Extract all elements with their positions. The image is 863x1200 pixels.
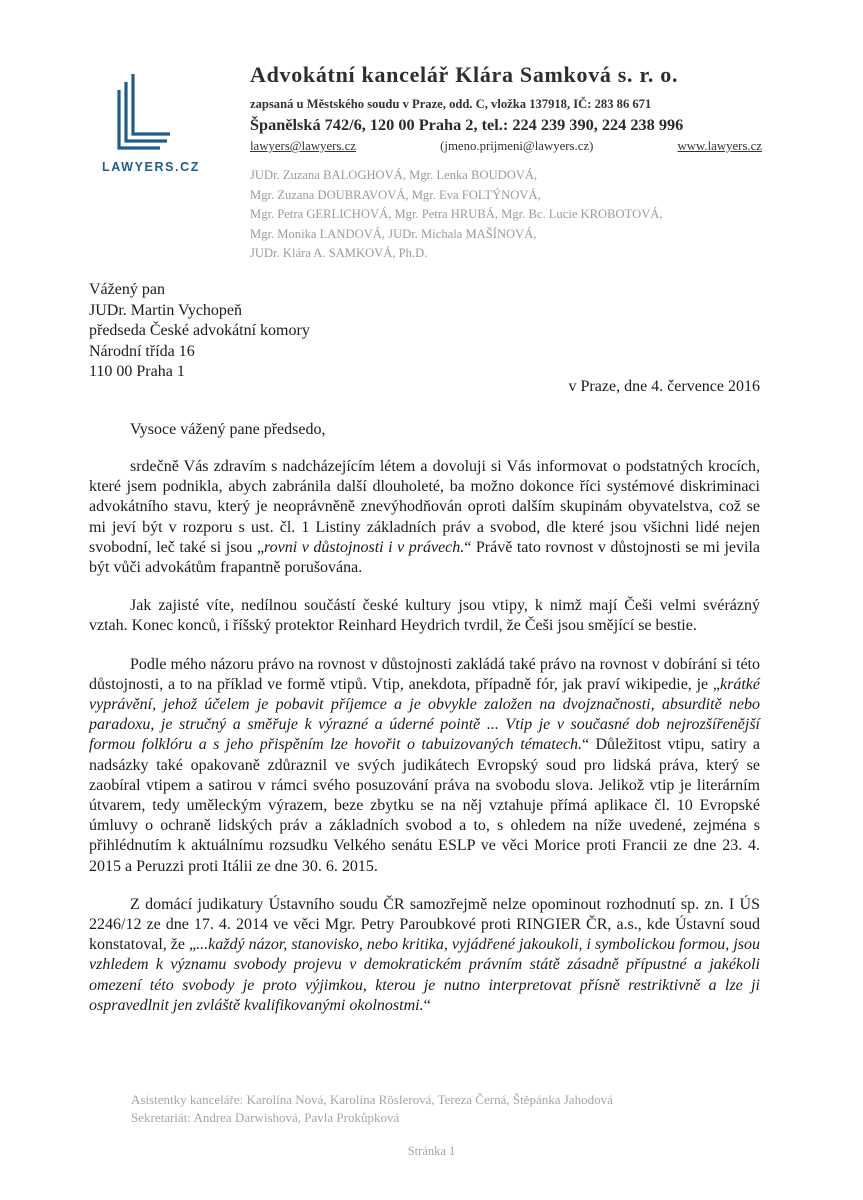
firm-contacts xyxy=(250,139,762,154)
staff-line: JUDr. Klára A. SAMKOVÁ, Ph.D. xyxy=(250,246,428,260)
paragraph-4 xyxy=(89,895,760,1016)
staff-line: Mgr. Monika LANDOVÁ, JUDr. Michala MAŠÍNOVÁ, xyxy=(250,226,537,241)
footer-secretariat: Sekretariát: Andrea Darwishová, Pavla Prokůpková xyxy=(131,1110,400,1125)
firm-name: Advokátní kancelář Klára Samková s. r. o. xyxy=(250,62,679,87)
salutation: Vysoce vážený pane předsedo, xyxy=(130,421,326,438)
quote-text: rovni v důstojnosti i v právech. xyxy=(264,538,465,556)
paragraph-text: Podle mého názoru právo na rovnost v důstojnosti zakládá také právo na rovnost v dobírání si této důstojnosti, a to na příklad ve formě vtipů. Vtip, anekdota, případně fór, jak praví wikipedie, je „ xyxy=(89,655,760,693)
letter-footer xyxy=(131,1091,613,1127)
quote-text: krátké vyprávění, jehož účelem je pobavit příjemce a je obvykle založen na dvojznačnosti, absurditě nebo paradoxu, je stručný a směřuje k výrazné a úderné pointě ... Vtip je v současné dob nejrozšířenější formou folklóru a s jeho přispěním lze hovořit o tabuizovaných tématech. xyxy=(89,675,760,754)
staff-line: Mgr. Zuzana DOUBRAVOVÁ, Mgr. Eva FOLTÝNOVÁ, xyxy=(250,187,541,202)
paragraph-3 xyxy=(89,655,760,877)
letter-body xyxy=(89,457,760,1034)
paragraph-text: “ Důležitost vtipu, satiry a nadsázky také opakovaně zdůraznil ve svých judikátech Evropský soud pro lidská práva, který se zaobíral vtipem a satirou v rámci svého posuzování práva na svobodu slova. Jelikož vtip je literárním útvarem, tedy uměleckým výrazem, beze zbytku se na něj vztahuje přímá aplikace čl. 10 Evropské úmluvy o ochraně lidských práv a základních svobod a to, s ohledem na níže uvedené, zejména s přihlédnutím k aktuálnímu rozsudku Velkého senátu ESLP ve věci Morice proti Francii ze dne 23. 4. 2015 a Peruzzi proti Itálii ze dne 30. 6. 2015. xyxy=(89,736,761,875)
staff-line: JUDr. Zuzana BALOGHOVÁ, Mgr. Lenka BOUDOVÁ, xyxy=(250,168,538,182)
footer-assistants: Asistentky kanceláře: Karolína Nová, Karolína Röslerová, Tereza Černá, Štěpánka Jahodová xyxy=(131,1092,613,1107)
firm-email-pattern: (jmeno.prijmeni@lawyers.cz) xyxy=(440,139,594,153)
paragraph-text: srdečně Vás zdravím s nadcházejícím létem a dovoluji si Vás informovat o podstatných krocích, které jsem podnikla, abych zabránila další dlouholeté, ba možno dokonce říci systémové diskriminaci advokátního stavu, který je neoprávněně znevýhodňován oproti dalším skupinám obyvatelstva, což se mi jeví být v rozporu s ust. čl. 1 Listiny základních práv a svobod, dle které jsou všichni lidé nejen svobodní, leč také si jsou „ xyxy=(89,458,760,556)
firm-address: Španělská 742/6, 120 00 Praha 2, tel.: 224 239 390, 224 238 996 xyxy=(250,115,684,134)
recipient-line: Vážený pan xyxy=(89,281,165,298)
page-number: Stránka 1 xyxy=(407,1144,456,1158)
quote-text: ...každý názor, stanovisko, nebo kritika, vyjádřené jakoukoli, i symbolickou formou, jsou vzhledem k významu svobody projevu v demokratickém právním státě zásadně přípustné a jakékoli omezení této svobody je proto výjimkou, kterou je nutno interpretovat přísně restriktivně a lze ji ospravedlnit jen zvláště kvalifikovanými okolnostmi. xyxy=(89,936,760,1014)
recipient-line: 110 00 Praha 1 xyxy=(89,363,185,380)
paragraph-text: Z domácí judikatury Ústavního soudu ČR samozřejmě nelze opominout rozhodnutí sp. zn. I ÚS 2246/12 ze dne 17. 4. 2014 ve věci Mgr. Petry Paroubkové proti RINGIER ČR, a.s., kde Ústavní soud konstatoval, že „ xyxy=(89,895,760,954)
firm-website-link[interactable]: www.lawyers.cz xyxy=(677,139,762,153)
firm-logo xyxy=(102,72,198,174)
recipient-address xyxy=(89,280,310,383)
paragraph-text: “ xyxy=(423,996,431,1014)
recipient-line: Národní třída 16 xyxy=(89,342,195,360)
recipient-line: JUDr. Martin Vychopeň xyxy=(89,301,243,319)
firm-header xyxy=(250,62,762,264)
staff-line: Mgr. Petra GERLICHOVÁ, Mgr. Petra HRUBÁ, Mgr. Bc. Lucie KROBOTOVÁ, xyxy=(250,207,663,221)
staff-list xyxy=(250,166,762,264)
recipient-line: předseda České advokátní komory xyxy=(89,322,310,339)
paragraph-2: Jak zajisté víte, nedílnou součástí české kultury jsou vtipy, k nimž mají Češi velmi svérázný vztah. Konec konců, i říšský protektor Reinhard Heydrich tvrdil, že Češi jsou smějící se bestie. xyxy=(89,597,760,635)
firm-registration: zapsaná u Městského soudu v Praze, odd. C, vložka 137918, IČ: 283 86 671 xyxy=(250,97,652,111)
letter-date: v Praze, dne 4. července 2016 xyxy=(568,378,760,395)
firm-email-link[interactable]: lawyers@lawyers.cz xyxy=(250,139,356,153)
lawyers-logo-icon xyxy=(114,72,174,154)
paragraph-text: “ Právě tato rovnost v důstojnosti se mi jevila být vůči advokátům frapantně porušována. xyxy=(89,538,761,577)
logo-text: LAWYERS.CZ xyxy=(102,160,200,174)
paragraph-1 xyxy=(89,457,760,578)
